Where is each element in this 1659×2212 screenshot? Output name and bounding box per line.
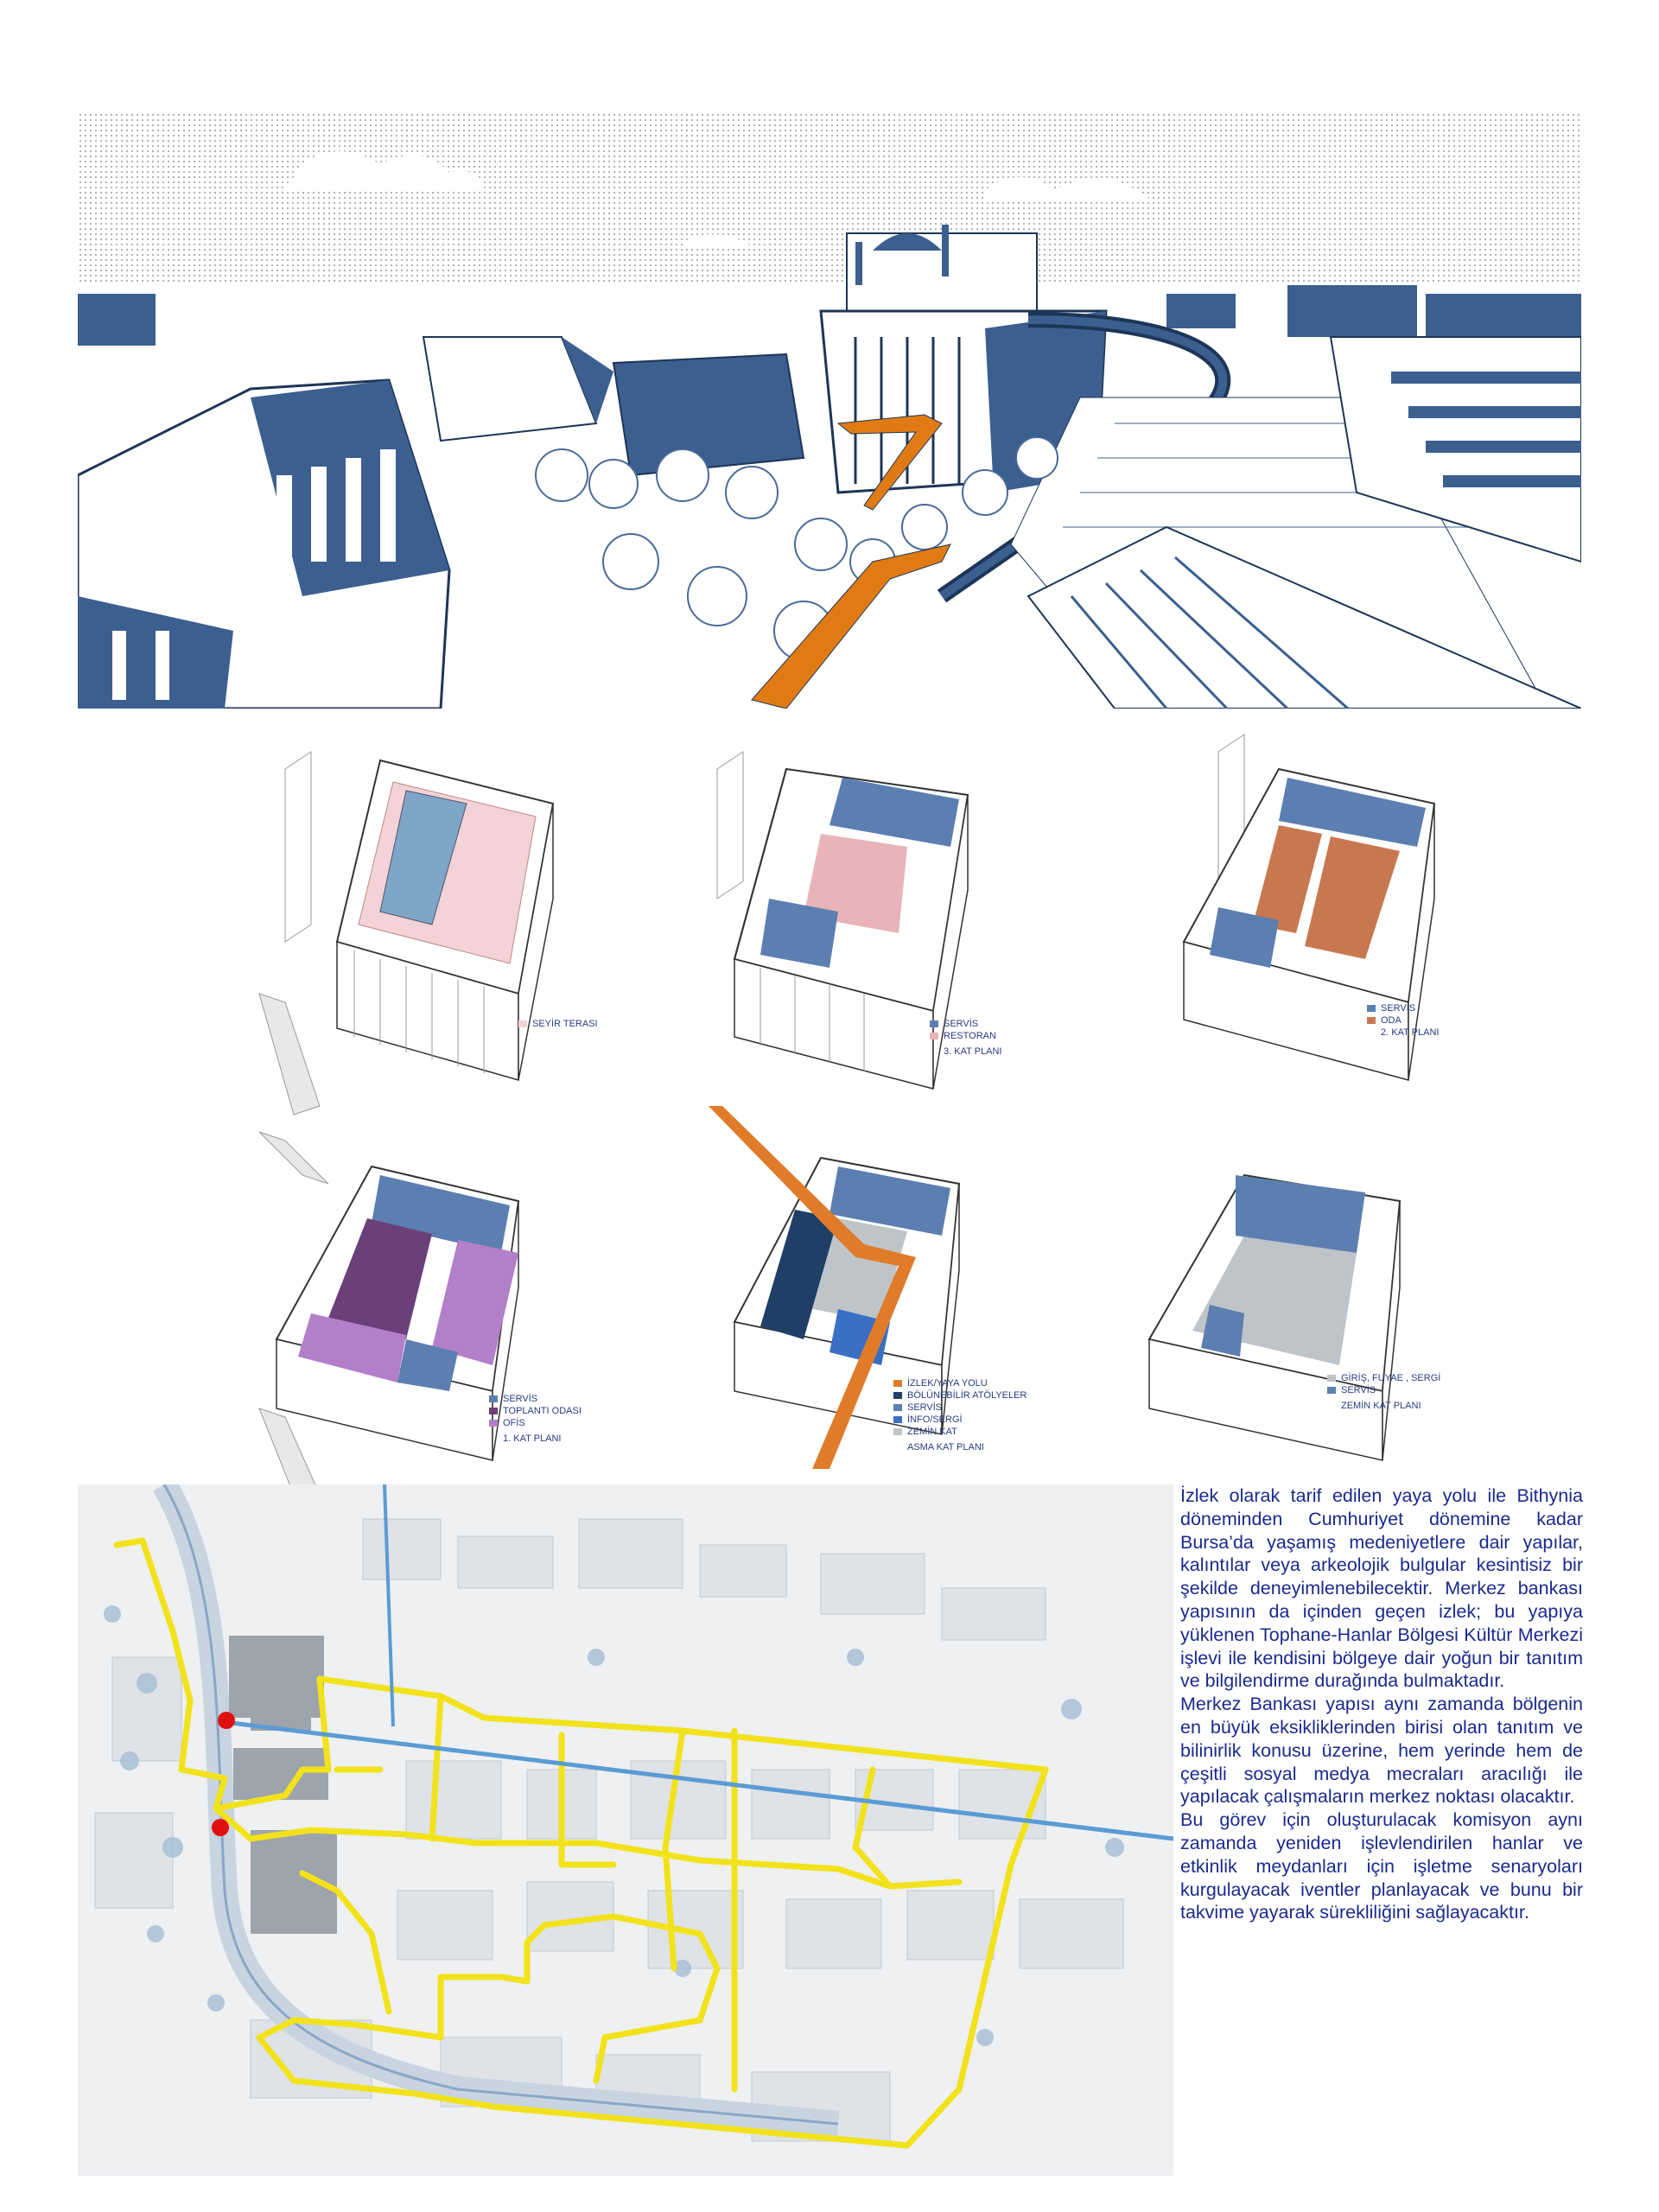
legend-label: BÖLÜNEBİLİR ATÖLYELER [907, 1390, 1027, 1401]
swatch-toplanti-odasi [489, 1408, 498, 1414]
swatch-servis [1327, 1387, 1336, 1394]
plan-title: 3. KAT PLANI [944, 1046, 1002, 1057]
marker-north [218, 1712, 235, 1729]
legend-2-kat [1367, 1002, 1439, 1039]
legend-label: İZLEK/YAYA YOLU [907, 1378, 988, 1389]
plan-seyir-terasi [259, 752, 570, 1115]
swatch-servis [930, 1020, 938, 1027]
paragraph-2: Merkez Bankası yapısı aynı zamanda bölgenin en büyük eksikliklerinden birisi olan tanıtım ve bilinirlik konusu üzerine, hem yerinde hem de çeşitli sosyal medya mecraları aracılığı ile yapılacak çalışmaların merkez noktası olacaktır. [1180, 1694, 1583, 1808]
swatch-seyir-terasi [518, 1020, 527, 1027]
legend-3-kat [930, 1018, 1001, 1058]
legend-label: SERVİS [1341, 1385, 1376, 1395]
legend-seyir [518, 1018, 598, 1030]
paragraph-3: Bu görev için oluşturulacak komisyon aynı zamanda yeniden işlevlendirilen hanlar ve etkinlik meydanları için işletme senaryoları kurgulayacak iventler planlayacak ve bunu bir takvime yayarak sürekliliğini sağlayacaktır. [1180, 1809, 1583, 1923]
swatch-restoran [930, 1033, 938, 1039]
legend-label: ZEMİN KAT [907, 1427, 957, 1437]
swatch-zemin-kat [893, 1428, 902, 1435]
plan-title: ASMA KAT PLANI [907, 1442, 984, 1452]
swatch-oda [1367, 1017, 1376, 1024]
swatch-izlek [893, 1380, 902, 1387]
plan-title: 2. KAT PLANI [1381, 1027, 1440, 1038]
legend-1-kat [489, 1393, 582, 1445]
legend-label: SERVİS [944, 1019, 979, 1029]
legend-asma-kat [893, 1377, 1027, 1453]
marker-south [212, 1819, 229, 1836]
swatch-servis [489, 1395, 498, 1402]
legend-label: OFİS [503, 1418, 525, 1428]
plan-2-kat [1149, 734, 1460, 1097]
hero-perspective-render [78, 112, 1581, 709]
plan-title: 1. KAT PLANI [503, 1433, 562, 1444]
swatch-ofis [489, 1420, 498, 1427]
swatch-servis [893, 1404, 902, 1411]
legend-label: TOPLANTI ODASI [503, 1406, 582, 1416]
legend-label: İNFO/SERGİ [907, 1414, 963, 1425]
plan-title: ZEMİN KAT PLANI [1341, 1401, 1421, 1411]
swatch-giris-fuaye [1327, 1375, 1336, 1382]
legend-label: SERVİS [907, 1402, 943, 1413]
legend-label: GİRİŞ, FUYAE , SERGİ [1341, 1373, 1441, 1383]
legend-label: SERVİS [503, 1394, 538, 1404]
description-text [1180, 1484, 1583, 1924]
swatch-info-sergi [893, 1416, 902, 1423]
legend-label: SEYİR TERASI [532, 1019, 598, 1029]
legend-label: SERVİS [1381, 1003, 1416, 1014]
plan-zemin-kat [1132, 1141, 1443, 1503]
swatch-atolyeler [893, 1392, 902, 1399]
swatch-servis [1367, 1005, 1376, 1012]
legend-zemin-kat [1327, 1372, 1440, 1412]
site-map [78, 1484, 1173, 2176]
paragraph-1: İzlek olarak tarif edilen yaya yolu ile Bithynia döneminden Cumhuriyet dönemine kadar Bursa’da yaşamış medeniyetlere dair yapılar, kalıntılar veya arkeolojik bulgular kesintisiz bir şekilde deneyimlenebilecektir. Merkez bankası yapısının da içinden geçen izlek; bu yapıya yüklenen Tophane-Hanlar Bölgesi Kültür Merkezi işlevi ile kendisini bölgeye dair yoğun bir tanıtım ve bilgilendirme durağında bulmaktadır. [1180, 1485, 1583, 1692]
legend-label: ODA [1381, 1015, 1402, 1026]
plan-3-kat [691, 752, 1002, 1115]
legend-label: RESTORAN [944, 1031, 996, 1041]
